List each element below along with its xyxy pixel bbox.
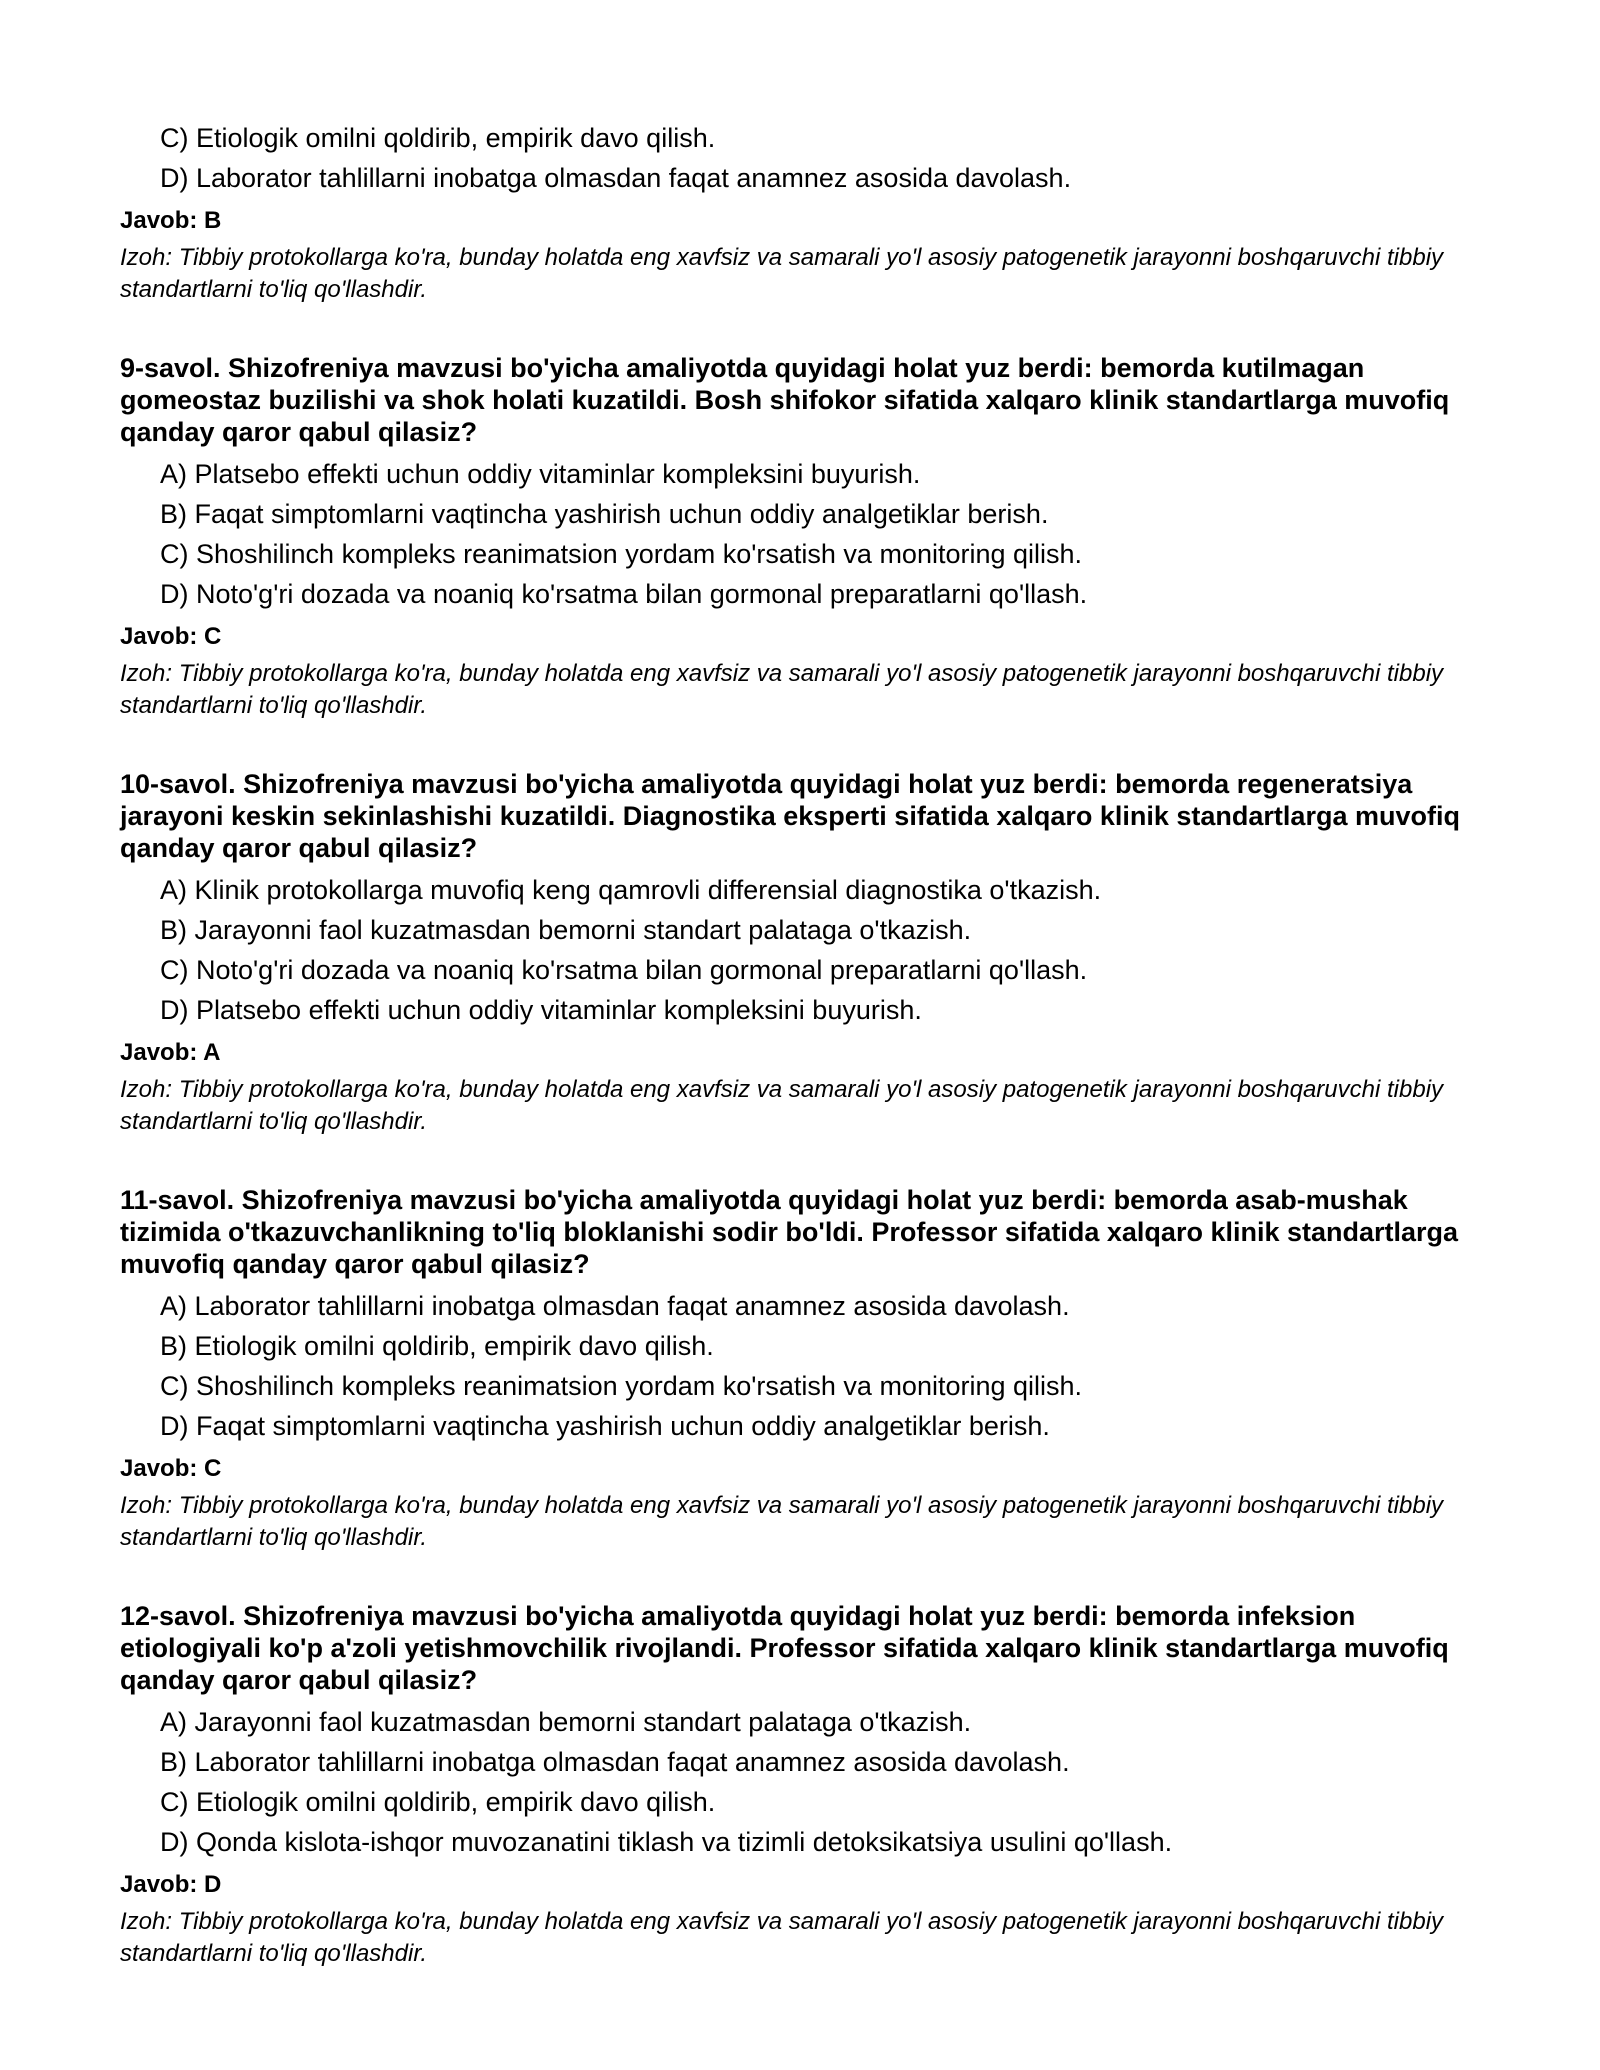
question-title: 9-savol. Shizofreniya mavzusi bo'yicha amaliyotda quyidagi holat yuz berdi: bemorda kutilmagan gomeostaz buzilishi va shok holati kuzatildi. Bosh shifokor sifatida xalqaro klinik standartlarga muvofiq qanday qaror qabul qilasiz?	[120, 353, 1450, 447]
option-d: D) Qonda kislota-ishqor muvozanatini tiklash va tizimli detoksikatsiya usulini qo'llash.	[160, 1827, 1173, 1857]
option-c: C) Shoshilinch kompleks reanimatsion yordam ko'rsatish va monitoring qilish.	[160, 539, 1083, 569]
answer-label: Javob: D	[120, 1871, 222, 1898]
option-a: A) Laborator tahlillarni inobatga olmasdan faqat anamnez asosida davolash.	[160, 1291, 1070, 1321]
option-list	[120, 1286, 1500, 1446]
question-title: 11-savol. Shizofreniya mavzusi bo'yicha amaliyotda quyidagi holat yuz berdi: bemorda asab-mushak tizimida o'tkazuvchanlikning to'liq bloklanishi sodir bo'ldi. Professor sifatida xalqaro klinik standartlarga muvofiq qanday qaror qabul qilasiz?	[120, 1185, 1459, 1279]
explanation-note: Izoh: Tibbiy protokollarga ko'ra, bunday holatda eng xavfsiz va samarali yo'l asosiy patogenetik jarayonni boshqaruvchi tibbiy standartlarni to'liq qo'llashdir.	[120, 1908, 1444, 1967]
option-b: B) Jarayonni faol kuzatmasdan bemorni standart palataga o'tkazish.	[160, 915, 972, 945]
answer-label: Javob: C	[120, 623, 222, 650]
answer-label: Javob: A	[120, 1039, 221, 1066]
option-a: A) Jarayonni faol kuzatmasdan bemorni standart palataga o'tkazish.	[160, 1707, 972, 1737]
option-c: C) Shoshilinch kompleks reanimatsion yordam ko'rsatish va monitoring qilish.	[160, 1371, 1083, 1401]
option-c: C) Noto'g'ri dozada va noaniq ko'rsatma bilan gormonal preparatlarni qo'llash.	[160, 955, 1088, 985]
document-page	[120, 118, 1500, 1970]
option-list	[120, 1702, 1500, 1862]
question-10	[120, 768, 1500, 1138]
option-list	[120, 870, 1500, 1030]
question-12	[120, 1600, 1500, 1970]
option-a: A) Klinik protokollarga muvofiq keng qamrovli differensial diagnostika o'tkazish.	[160, 875, 1102, 905]
option-d: D) Platsebo effekti uchun oddiy vitaminlar kompleksini buyurish.	[160, 995, 922, 1025]
option-b: B) Etiologik omilni qoldirib, empirik davo qilish.	[160, 1331, 714, 1361]
explanation-note: Izoh: Tibbiy protokollarga ko'ra, bunday holatda eng xavfsiz va samarali yo'l asosiy patogenetik jarayonni boshqaruvchi tibbiy standartlarni to'liq qo'llashdir.	[120, 1076, 1444, 1135]
question-8-continuation	[120, 118, 1500, 306]
option-b: B) Faqat simptomlarni vaqtincha yashirish uchun oddiy analgetiklar berish.	[160, 499, 1049, 529]
option-list	[120, 454, 1500, 614]
question-title: 12-savol. Shizofreniya mavzusi bo'yicha amaliyotda quyidagi holat yuz berdi: bemorda infeksion etiologiyali ko'p a'zoli yetishmovchilik rivojlandi. Professor sifatida xalqaro klinik standartlarga muvofiq qanday qaror qabul qilasiz?	[120, 1601, 1449, 1695]
answer-label: Javob: C	[120, 1455, 222, 1482]
question-11	[120, 1184, 1500, 1554]
option-c: C) Etiologik omilni qoldirib, empirik davo qilish.	[160, 1787, 716, 1817]
question-title: 10-savol. Shizofreniya mavzusi bo'yicha amaliyotda quyidagi holat yuz berdi: bemorda regeneratsiya jarayoni keskin sekinlashishi kuzatildi. Diagnostika eksperti sifatida xalqaro klinik standartlarga muvofiq qanday qaror qabul qilasiz?	[120, 769, 1460, 863]
explanation-note: Izoh: Tibbiy protokollarga ko'ra, bunday holatda eng xavfsiz va samarali yo'l asosiy patogenetik jarayonni boshqaruvchi tibbiy standartlarni to'liq qo'llashdir.	[120, 244, 1444, 303]
explanation-note: Izoh: Tibbiy protokollarga ko'ra, bunday holatda eng xavfsiz va samarali yo'l asosiy patogenetik jarayonni boshqaruvchi tibbiy standartlarni to'liq qo'llashdir.	[120, 660, 1444, 719]
answer-label: Javob: B	[120, 207, 222, 234]
option-a: A) Platsebo effekti uchun oddiy vitaminlar kompleksini buyurish.	[160, 459, 921, 489]
explanation-note: Izoh: Tibbiy protokollarga ko'ra, bunday holatda eng xavfsiz va samarali yo'l asosiy patogenetik jarayonni boshqaruvchi tibbiy standartlarni to'liq qo'llashdir.	[120, 1492, 1444, 1551]
question-9	[120, 352, 1500, 722]
option-c: C) Etiologik omilni qoldirib, empirik davo qilish.	[160, 123, 716, 153]
option-list	[120, 118, 1500, 198]
option-d: D) Laborator tahlillarni inobatga olmasdan faqat anamnez asosida davolash.	[160, 163, 1072, 193]
option-d: D) Noto'g'ri dozada va noaniq ko'rsatma bilan gormonal preparatlarni qo'llash.	[160, 579, 1088, 609]
option-d: D) Faqat simptomlarni vaqtincha yashirish uchun oddiy analgetiklar berish.	[160, 1411, 1050, 1441]
option-b: B) Laborator tahlillarni inobatga olmasdan faqat anamnez asosida davolash.	[160, 1747, 1070, 1777]
